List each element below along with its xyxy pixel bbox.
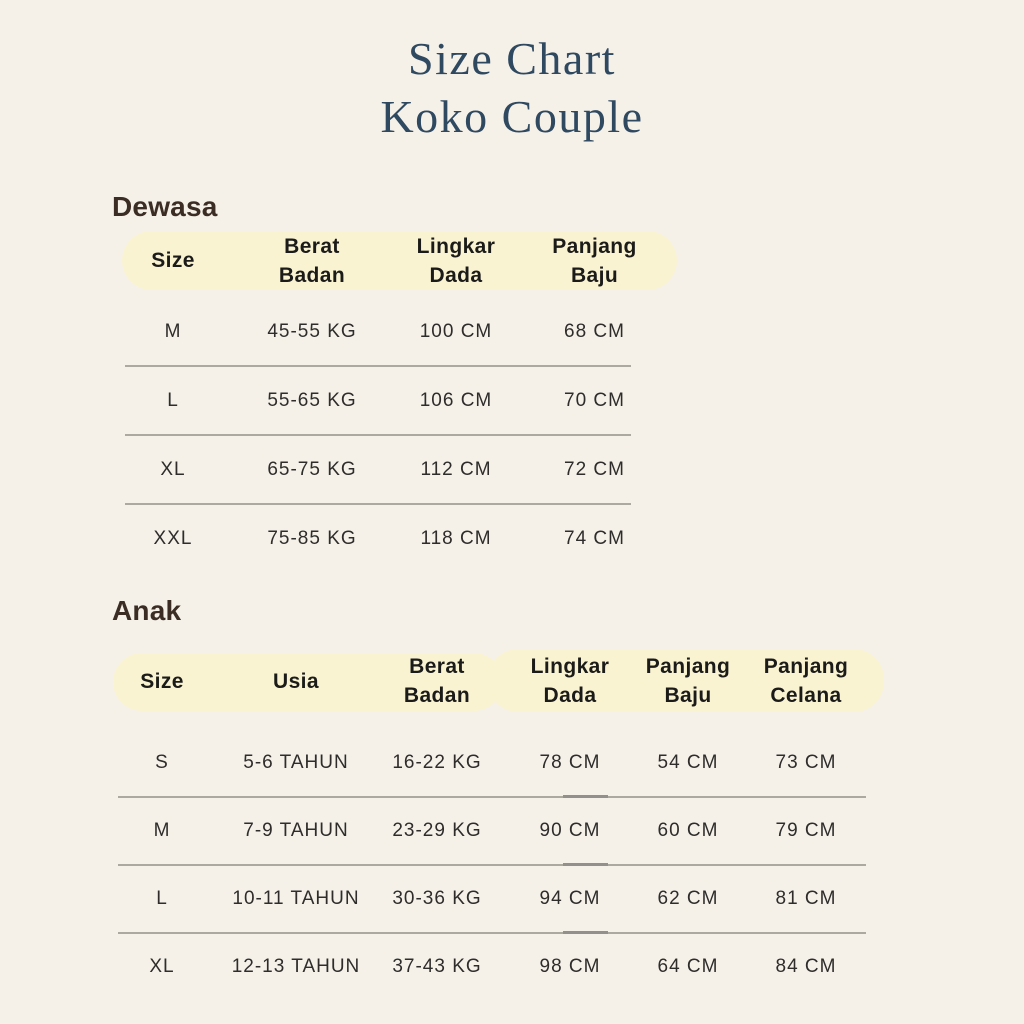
title-line-2: Koko Couple — [380, 91, 644, 142]
lingkar-dada-cell: 98 CM — [539, 956, 601, 977]
anak-header-row — [113, 650, 883, 712]
panjang-baju-cell: 72 CM — [564, 458, 625, 480]
size-cell: XXL — [153, 527, 193, 549]
table-row — [113, 933, 883, 1001]
lingkar-dada-cell: 106 CM — [419, 389, 493, 411]
panjang-celana-cell: 73 CM — [775, 752, 837, 773]
panjang-celana-cell: 79 CM — [775, 820, 837, 841]
column-header-lingkar-dada: Lingkar Dada — [416, 234, 496, 287]
table-row — [113, 865, 883, 933]
column-header-usia: Usia — [273, 669, 319, 693]
berat-badan-cell: 65-75 KG — [267, 458, 357, 480]
table-row — [122, 366, 677, 435]
panjang-baju-cell: 60 CM — [657, 820, 719, 841]
size-cell: XL — [149, 956, 175, 977]
size-cell: M — [153, 820, 171, 841]
size-cell: S — [155, 752, 169, 773]
row-divider — [118, 932, 866, 934]
row-divider — [118, 864, 866, 866]
row-divider — [118, 796, 866, 798]
section-heading-dewasa: Dewasa — [112, 191, 218, 222]
panjang-baju-cell: 70 CM — [564, 389, 625, 411]
panjang-baju-cell: 54 CM — [657, 752, 719, 773]
divider-seam — [563, 931, 608, 934]
lingkar-dada-cell: 78 CM — [539, 752, 601, 773]
dewasa-header-row — [122, 231, 677, 290]
berat-badan-cell: 55-65 KG — [267, 389, 357, 411]
lingkar-dada-cell: 94 CM — [539, 888, 601, 909]
table-row — [122, 504, 677, 573]
divider-seam — [563, 795, 608, 798]
usia-cell: 10-11 TAHUN — [232, 888, 360, 909]
table-row — [113, 729, 883, 797]
row-divider — [125, 503, 631, 505]
berat-badan-cell: 75-85 KG — [267, 527, 357, 549]
berat-badan-cell: 16-22 KG — [392, 752, 482, 773]
lingkar-dada-cell: 90 CM — [539, 820, 601, 841]
usia-cell: 7-9 TAHUN — [243, 820, 349, 841]
row-divider — [125, 434, 631, 436]
usia-cell: 12-13 TAHUN — [231, 956, 361, 977]
size-cell: M — [164, 320, 182, 342]
berat-badan-cell: 37-43 KG — [392, 956, 482, 977]
column-header-panjang-baju: Panjang Baju — [645, 655, 731, 707]
column-header-lingkar-dada: Lingkar Dada — [530, 655, 610, 707]
column-header-panjang-celana: Panjang Celana — [763, 655, 849, 707]
column-header-berat-badan: Berat Badan — [278, 234, 346, 287]
table-row — [122, 435, 677, 504]
title-line-1: Size Chart — [408, 33, 616, 84]
lingkar-dada-cell: 100 CM — [419, 320, 493, 342]
panjang-celana-cell: 81 CM — [775, 888, 837, 909]
panjang-celana-cell: 84 CM — [775, 956, 837, 977]
table-row — [122, 297, 677, 366]
panjang-baju-cell: 74 CM — [564, 527, 625, 549]
column-header-size: Size — [151, 249, 195, 272]
section-heading-anak: Anak — [112, 595, 182, 626]
lingkar-dada-cell: 112 CM — [420, 458, 492, 480]
berat-badan-cell: 30-36 KG — [392, 888, 482, 909]
berat-badan-cell: 45-55 KG — [267, 320, 357, 342]
page-title — [0, 30, 1024, 146]
panjang-baju-cell: 68 CM — [564, 320, 625, 342]
size-cell: XL — [160, 458, 186, 480]
panjang-baju-cell: 64 CM — [657, 956, 719, 977]
divider-seam — [563, 863, 608, 866]
lingkar-dada-cell: 118 CM — [420, 527, 492, 549]
column-header-panjang-baju: Panjang Baju — [552, 234, 637, 287]
panjang-baju-cell: 62 CM — [657, 888, 719, 909]
berat-badan-cell: 23-29 KG — [392, 820, 482, 841]
size-cell: L — [156, 888, 168, 909]
table-row — [113, 797, 883, 865]
row-divider — [125, 365, 631, 367]
column-header-berat-badan: Berat Badan — [403, 655, 471, 707]
size-cell: L — [167, 389, 179, 411]
usia-cell: 5-6 TAHUN — [243, 752, 349, 773]
column-header-size: Size — [140, 669, 184, 693]
